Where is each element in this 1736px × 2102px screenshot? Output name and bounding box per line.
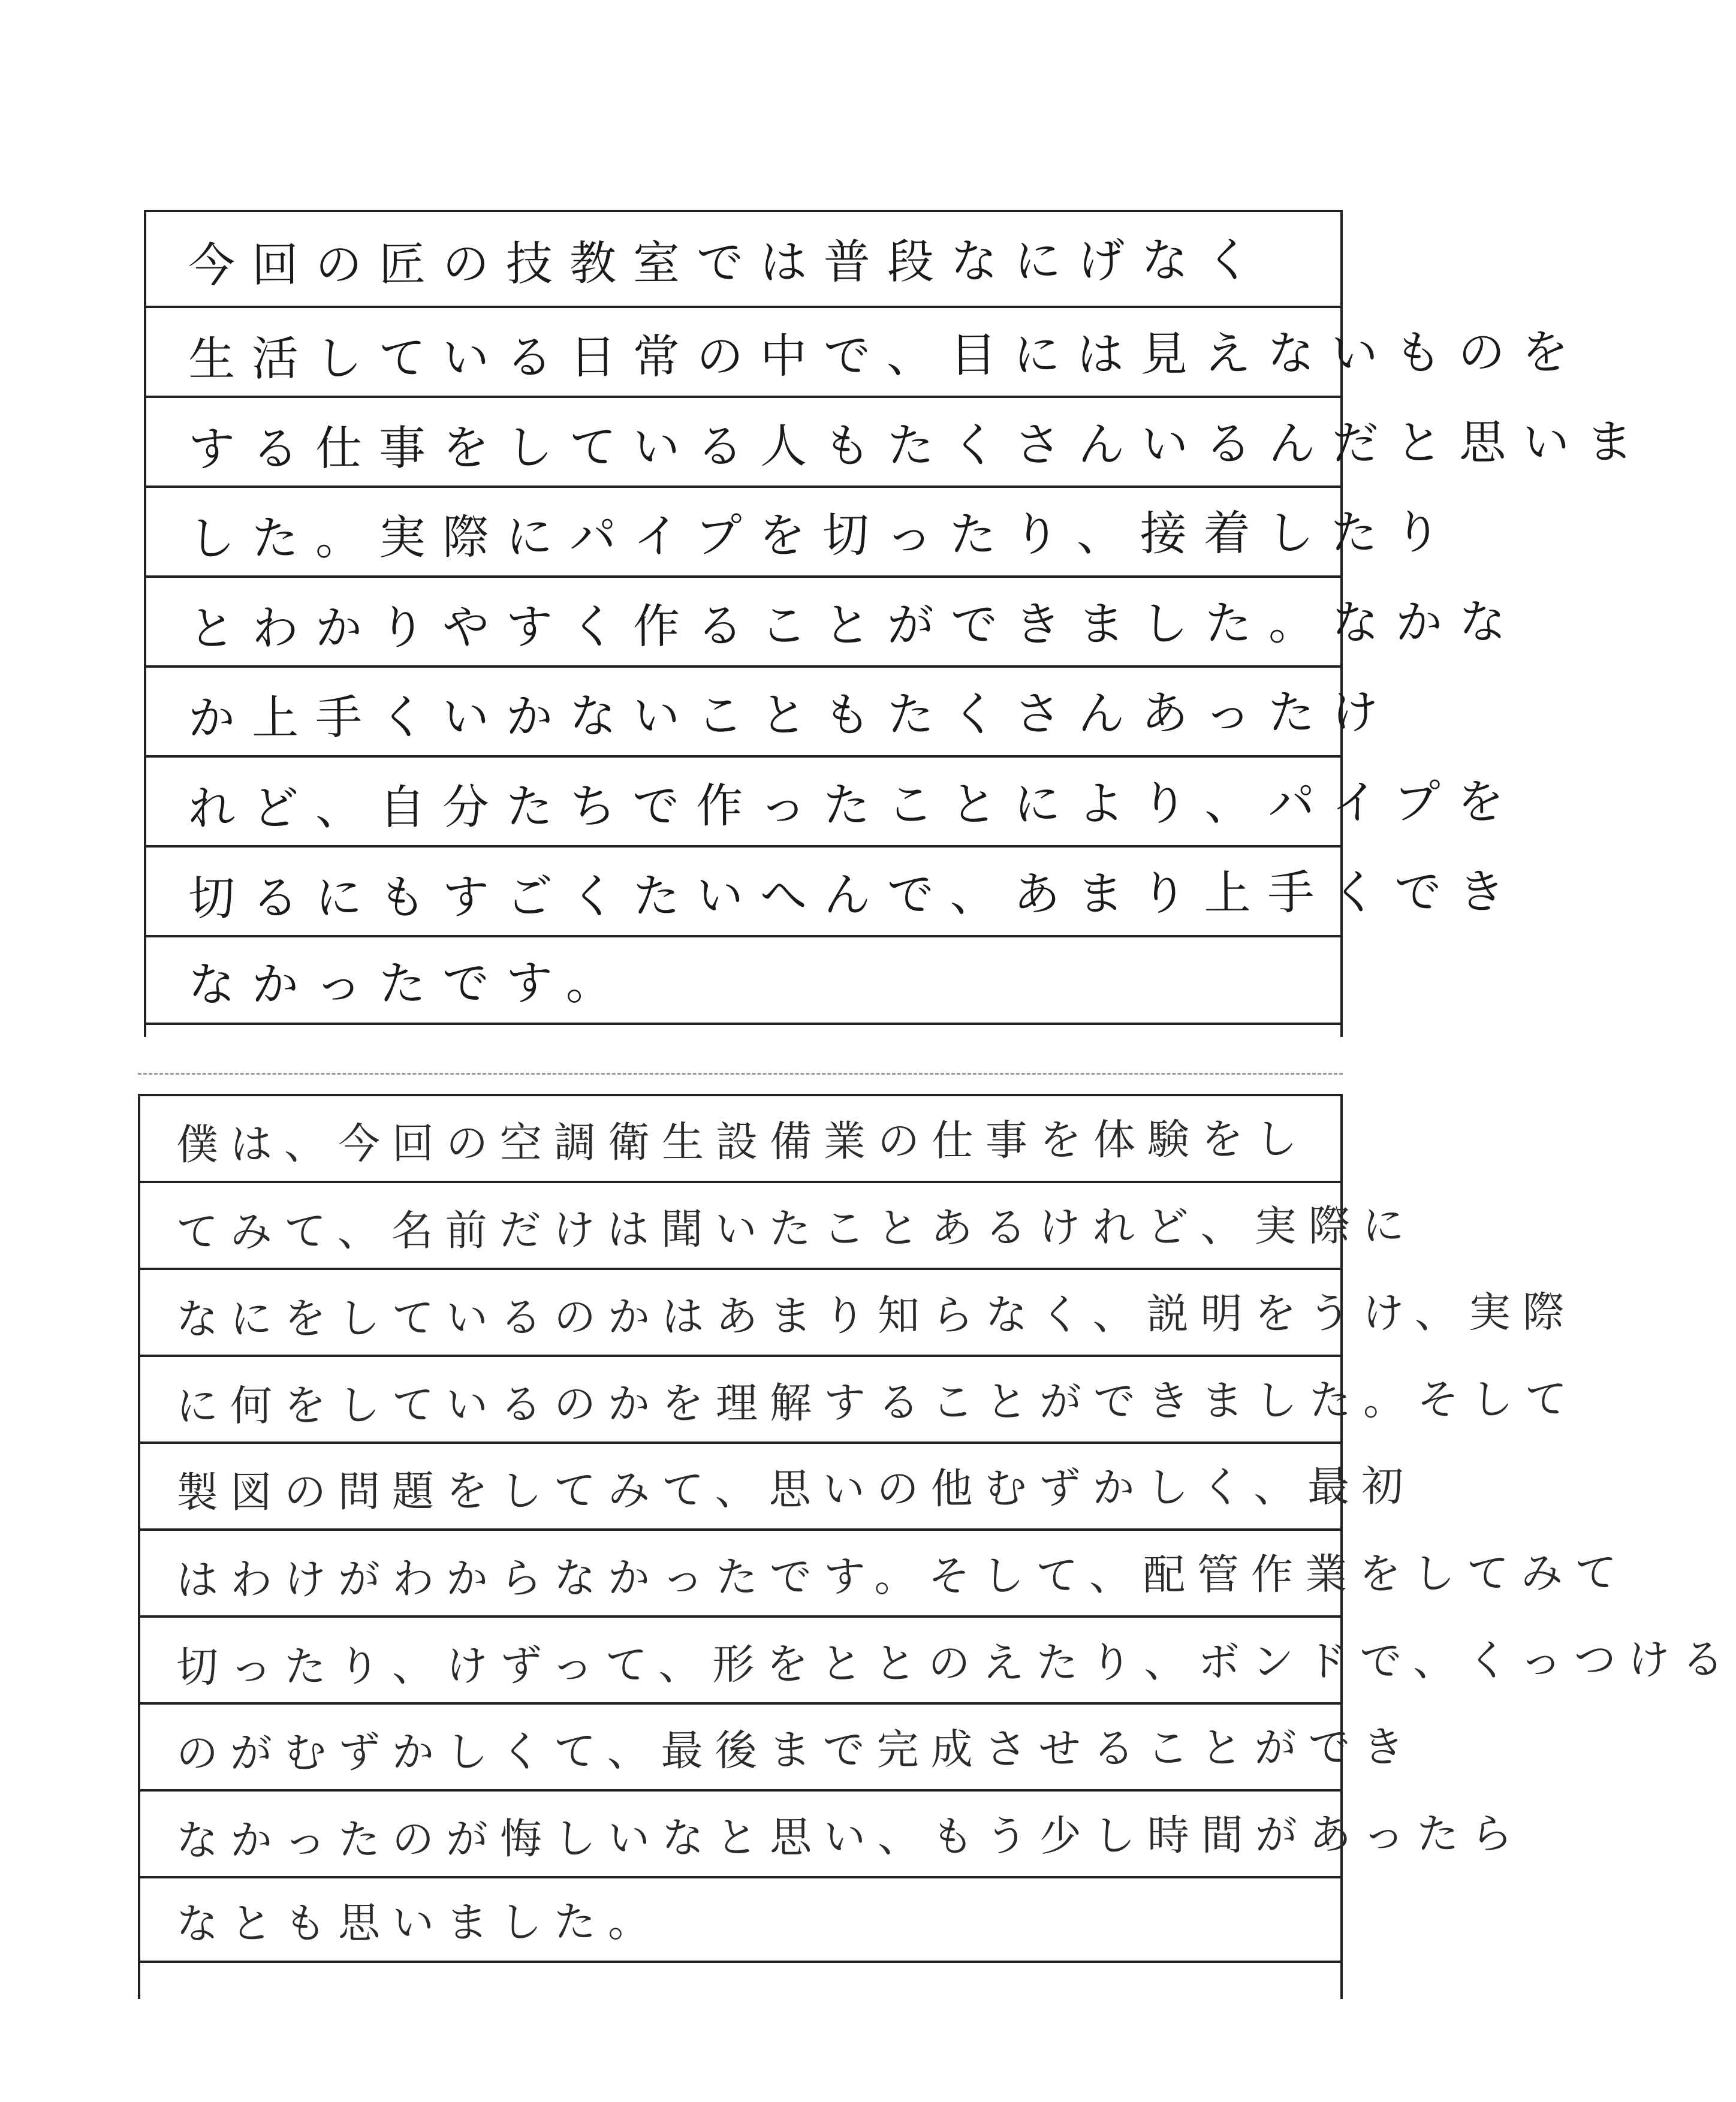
- essay2-line-3-text: なにをしているのかはあまり知らなく、説明をうけ、実際: [176, 1287, 1577, 1344]
- essay1-line-7-text: れど、自分たちで作ったことにより、パイプを: [188, 775, 1521, 836]
- essay2-line-9: [140, 1789, 1525, 1876]
- essay1-line-6: [146, 665, 1396, 755]
- essay2-line-1: [140, 1094, 1340, 1181]
- essay1-line-5: [146, 575, 1523, 665]
- essay1-line-1-text: 今回の匠の技教室では普段なにげなく: [188, 233, 1269, 293]
- essay-box-2: [138, 1094, 1736, 1999]
- essay2-line-8-text: のがむずかしくて、最後まで完成させることができ: [176, 1722, 1416, 1778]
- essay1-line-6-text: か上手くいかないこともたくさんあったけ: [188, 685, 1396, 746]
- essay2-line-5-text: 製図の問題をしてみて、思いの他むずかしく、最初: [176, 1461, 1416, 1518]
- essay1-line-8: [146, 845, 1522, 935]
- essay1-line-5-text: とわかりやすく作ることができました。なかな: [188, 595, 1523, 656]
- essay1-line-2-text: 生活している日常の中で、目には見えないものを: [188, 325, 1586, 387]
- essay2-line-5: [140, 1441, 1416, 1528]
- essay1-line-8-text: 切るにもすごくたいへんで、あまり上手くでき: [188, 865, 1522, 926]
- essay1-line-4: [146, 485, 1458, 575]
- essay1-line-3-text: する仕事をしている人もたくさんいるんだと思いま: [188, 415, 1650, 477]
- essay2-line-7-text: 切ったり、けずって、形をととのえたり、ボンドで、くっつける: [176, 1634, 1736, 1692]
- essay1-line-9-text: なかったです。: [188, 956, 630, 1012]
- essay1-line-9: [146, 935, 1340, 1025]
- essay1-line-2: [146, 306, 1586, 396]
- essay1-line-1: [146, 210, 1340, 306]
- scan-artifact-divider: [138, 1073, 1343, 1079]
- essay2-line-2-text: てみて、名前だけは聞いたことあるけれど、実際に: [176, 1201, 1416, 1257]
- essay2-line-6: [140, 1528, 1629, 1615]
- essay2-line-10: [140, 1876, 1340, 1963]
- essay1-line-3: [146, 396, 1650, 485]
- essay2-line-4: [140, 1355, 1580, 1441]
- essay2-line-4-text: に何をしているのかを理解することができました。そして: [176, 1374, 1580, 1431]
- essay2-line-10-text: なとも思いました。: [176, 1896, 662, 1949]
- essay2-line-7: [140, 1615, 1736, 1702]
- essay2-line-8: [140, 1702, 1416, 1789]
- essay2-line-1-text: 僕は、今回の空調衛生設備業の仕事を体験をし: [176, 1114, 1310, 1169]
- essay-box-1: [144, 210, 1650, 1037]
- essay2-line-9-text: なかったのが悔しいなと思い、もう少し時間があったら: [176, 1809, 1525, 1865]
- essay1-line-7: [146, 755, 1521, 845]
- essay1-line-4-text: した。実際にパイプを切ったり、接着したり: [188, 505, 1458, 566]
- essay2-line-3: [140, 1268, 1577, 1355]
- essay2-line-2: [140, 1181, 1416, 1268]
- essay2-line-6-text: はわけがわからなかったです。そして、配管作業をしてみて: [176, 1548, 1629, 1605]
